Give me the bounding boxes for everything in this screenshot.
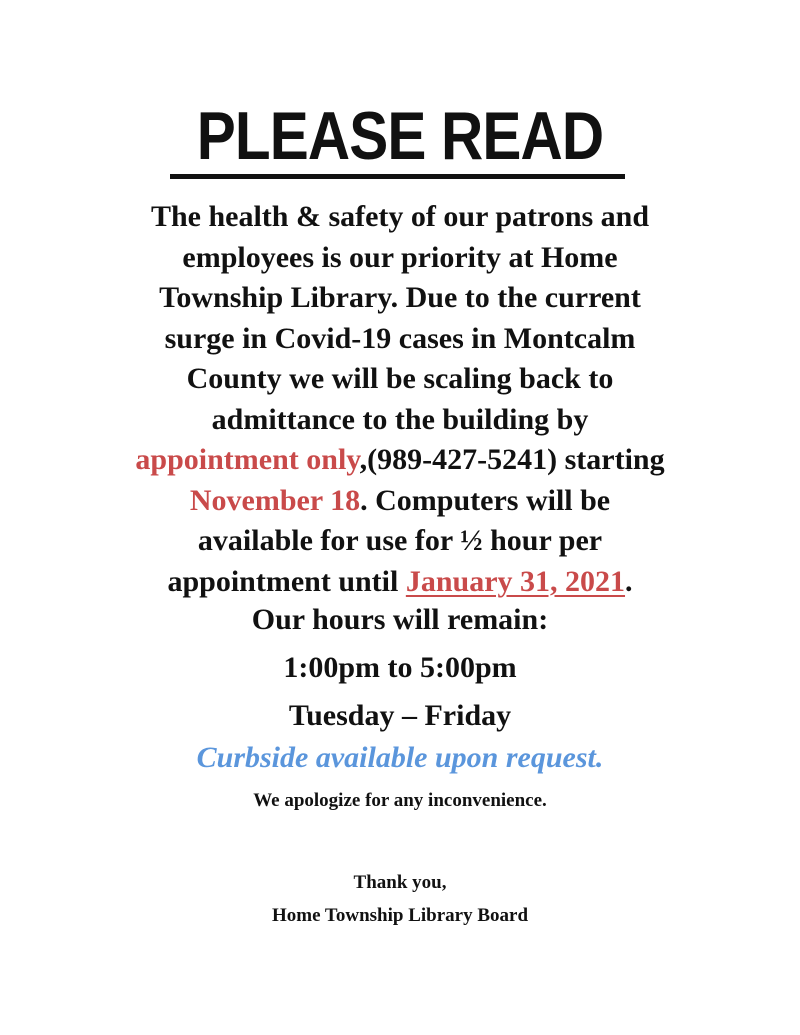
end-date-highlight: January 31, 2021 — [405, 564, 626, 598]
body-line-2: employees is our priority at Home — [182, 240, 618, 274]
signoff — [0, 866, 800, 932]
end-period: . — [625, 564, 633, 598]
hours-time: 1:00pm to 5:00pm — [283, 651, 517, 684]
notice-title: PLEASE READ — [196, 98, 604, 174]
body-line-7 — [90, 440, 710, 481]
notice-body — [90, 197, 710, 602]
phone-starting-text: ,(989-427-5241) starting — [359, 443, 665, 476]
body-line-4: surge in Covid-19 cases in Montcalm — [164, 321, 636, 355]
start-date-highlight: November 18 — [189, 483, 361, 517]
body-line-1: The health & safety of our patrons and — [150, 200, 650, 233]
appointment-until-text: appointment until — [167, 564, 406, 598]
apology-note: We apologize for any inconvenience. — [253, 790, 547, 811]
body-line-9: available for use for ½ hour per — [197, 524, 603, 557]
title-underline — [170, 174, 625, 179]
body-line-8 — [90, 481, 710, 522]
hours-days: Tuesday – Friday — [288, 699, 512, 732]
hours-intro: Our hours will remain: — [251, 603, 549, 636]
body-line-6: admittance to the building by — [211, 402, 589, 436]
body-line-5: County we will be scaling back to — [186, 362, 614, 395]
appointment-only-highlight: appointment only — [135, 443, 360, 476]
curbside-note: Curbside available upon request. — [196, 741, 604, 774]
body-line-3: Township Library. Due to the current — [159, 281, 641, 314]
thank-you-text: Thank you, — [353, 872, 447, 893]
computers-text: . Computers will be — [360, 483, 611, 517]
hours-section — [0, 596, 800, 740]
signature-text: Home Township Library Board — [271, 905, 529, 926]
